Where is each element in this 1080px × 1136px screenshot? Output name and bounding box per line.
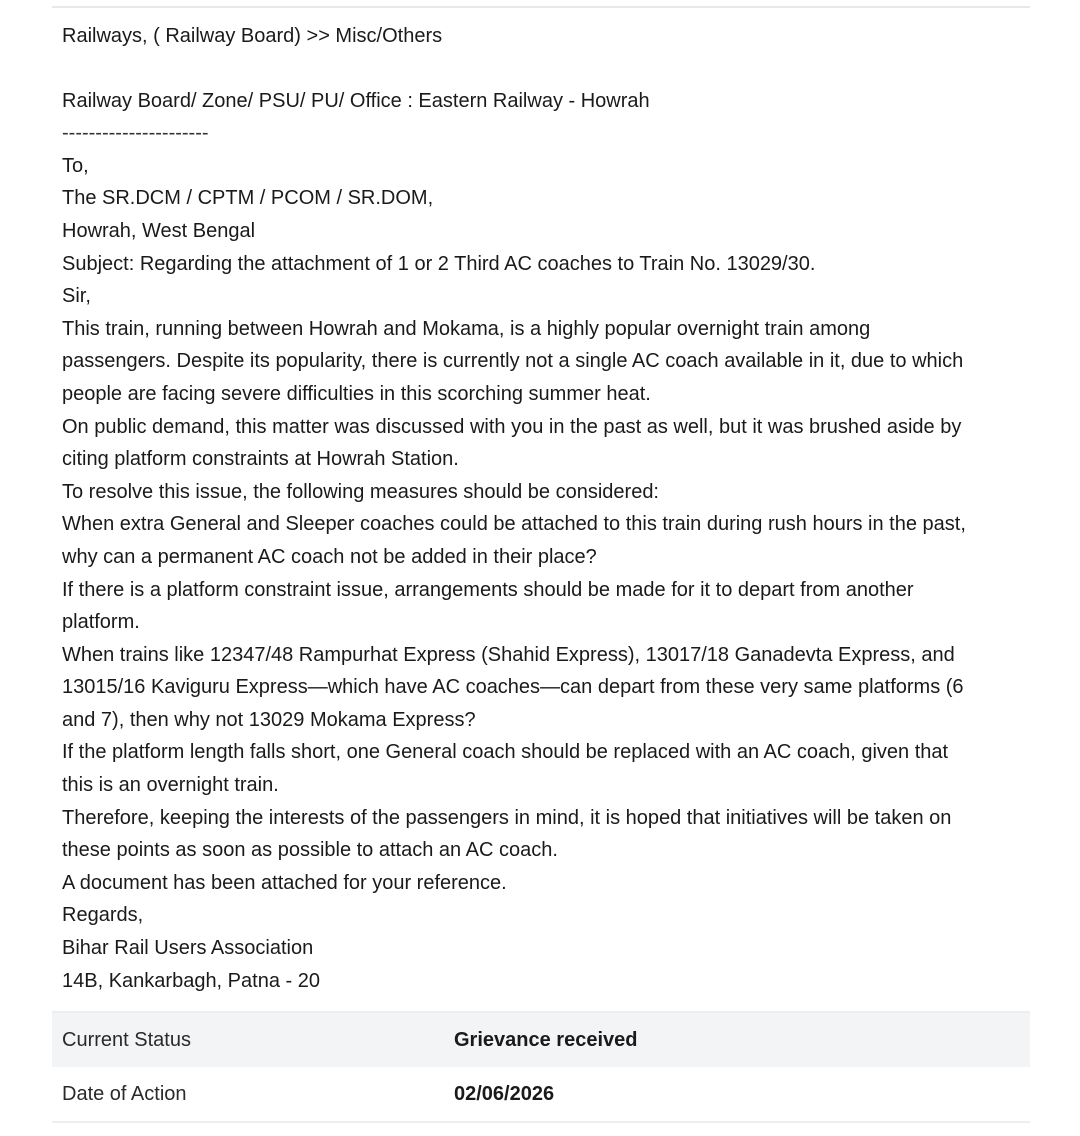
category-path: Railways, ( Railway Board) >> Misc/Others (62, 25, 443, 47)
letter-line: Howrah, West Bengal (62, 219, 256, 242)
letter-line: When extra General and Sleeper coaches could be attached to this train during rush hours in the past, (62, 513, 966, 536)
separator-line: ---------------------- (62, 122, 209, 145)
letter-line: Therefore, keeping the interests of the passengers in mind, it is hoped that initiatives will be taken on (62, 806, 952, 829)
letter-line: To, (62, 154, 89, 177)
letter-line: Subject: Regarding the attachment of 1 or 2 Third AC coaches to Train No. 13029/30. (62, 252, 816, 275)
status-row-current (52, 1011, 1030, 1067)
letter-body (62, 150, 1020, 997)
letter-line: Regards, (62, 904, 144, 927)
letter-line: people are facing severe difficulties in this scorching summer heat. (62, 382, 651, 405)
current-status-label: Current Status (62, 1028, 191, 1051)
letter-line: platform. (62, 611, 140, 634)
letter-line: The SR.DCM / CPTM / PCOM / SR.DOM, (62, 187, 434, 210)
grievance-description (52, 8, 1030, 997)
letter-line: why can a permanent AC coach not be added in their place? (62, 545, 597, 568)
letter-line: Bihar Rail Users Association (62, 937, 314, 960)
letter-line: 14B, Kankarbagh, Patna - 20 (62, 969, 320, 992)
letter-line: This train, running between Howrah and Mokama, is a highly popular overnight train among (62, 317, 871, 340)
letter-line: Sir, (62, 285, 91, 308)
date-of-action-value: 02/06/2026 (454, 1082, 555, 1105)
letter-line: If the platform length falls short, one General coach should be replaced with an AC coach, given that (62, 741, 949, 764)
letter-line: citing platform constraints at Howrah Station. (62, 448, 459, 471)
letter-line: 13015/16 Kaviguru Express—which have AC coaches—can depart from these very same platforms (6 (62, 676, 964, 699)
status-table (52, 1011, 1030, 1123)
status-row-date (52, 1067, 1030, 1123)
letter-line: If there is a platform constraint issue, arrangements should be made for it to depart from another (62, 578, 914, 601)
letter-line: this is an overnight train. (62, 774, 279, 797)
date-of-action-label: Date of Action (62, 1082, 187, 1105)
letter-line: On public demand, this matter was discussed with you in the past as well, but it was brushed aside by (62, 415, 962, 438)
letter-line: To resolve this issue, the following measures should be considered: (62, 480, 659, 503)
spacer (62, 53, 1020, 85)
letter-line: A document has been attached for your reference. (62, 871, 507, 894)
letter-line: these points as soon as possible to attach an AC coach. (62, 839, 558, 862)
letter-line: passengers. Despite its popularity, there is currently not a single AC coach available in it, due to which (62, 350, 964, 373)
office-line: Railway Board/ Zone/ PSU/ PU/ Office : Eastern Railway - Howrah (62, 89, 650, 112)
letter-line: When trains like 12347/48 Rampurhat Express (Shahid Express), 13017/18 Ganadevta Express, and (62, 643, 955, 666)
letter-line: and 7), then why not 13029 Mokama Express? (62, 708, 476, 731)
current-status-value: Grievance received (454, 1028, 638, 1051)
